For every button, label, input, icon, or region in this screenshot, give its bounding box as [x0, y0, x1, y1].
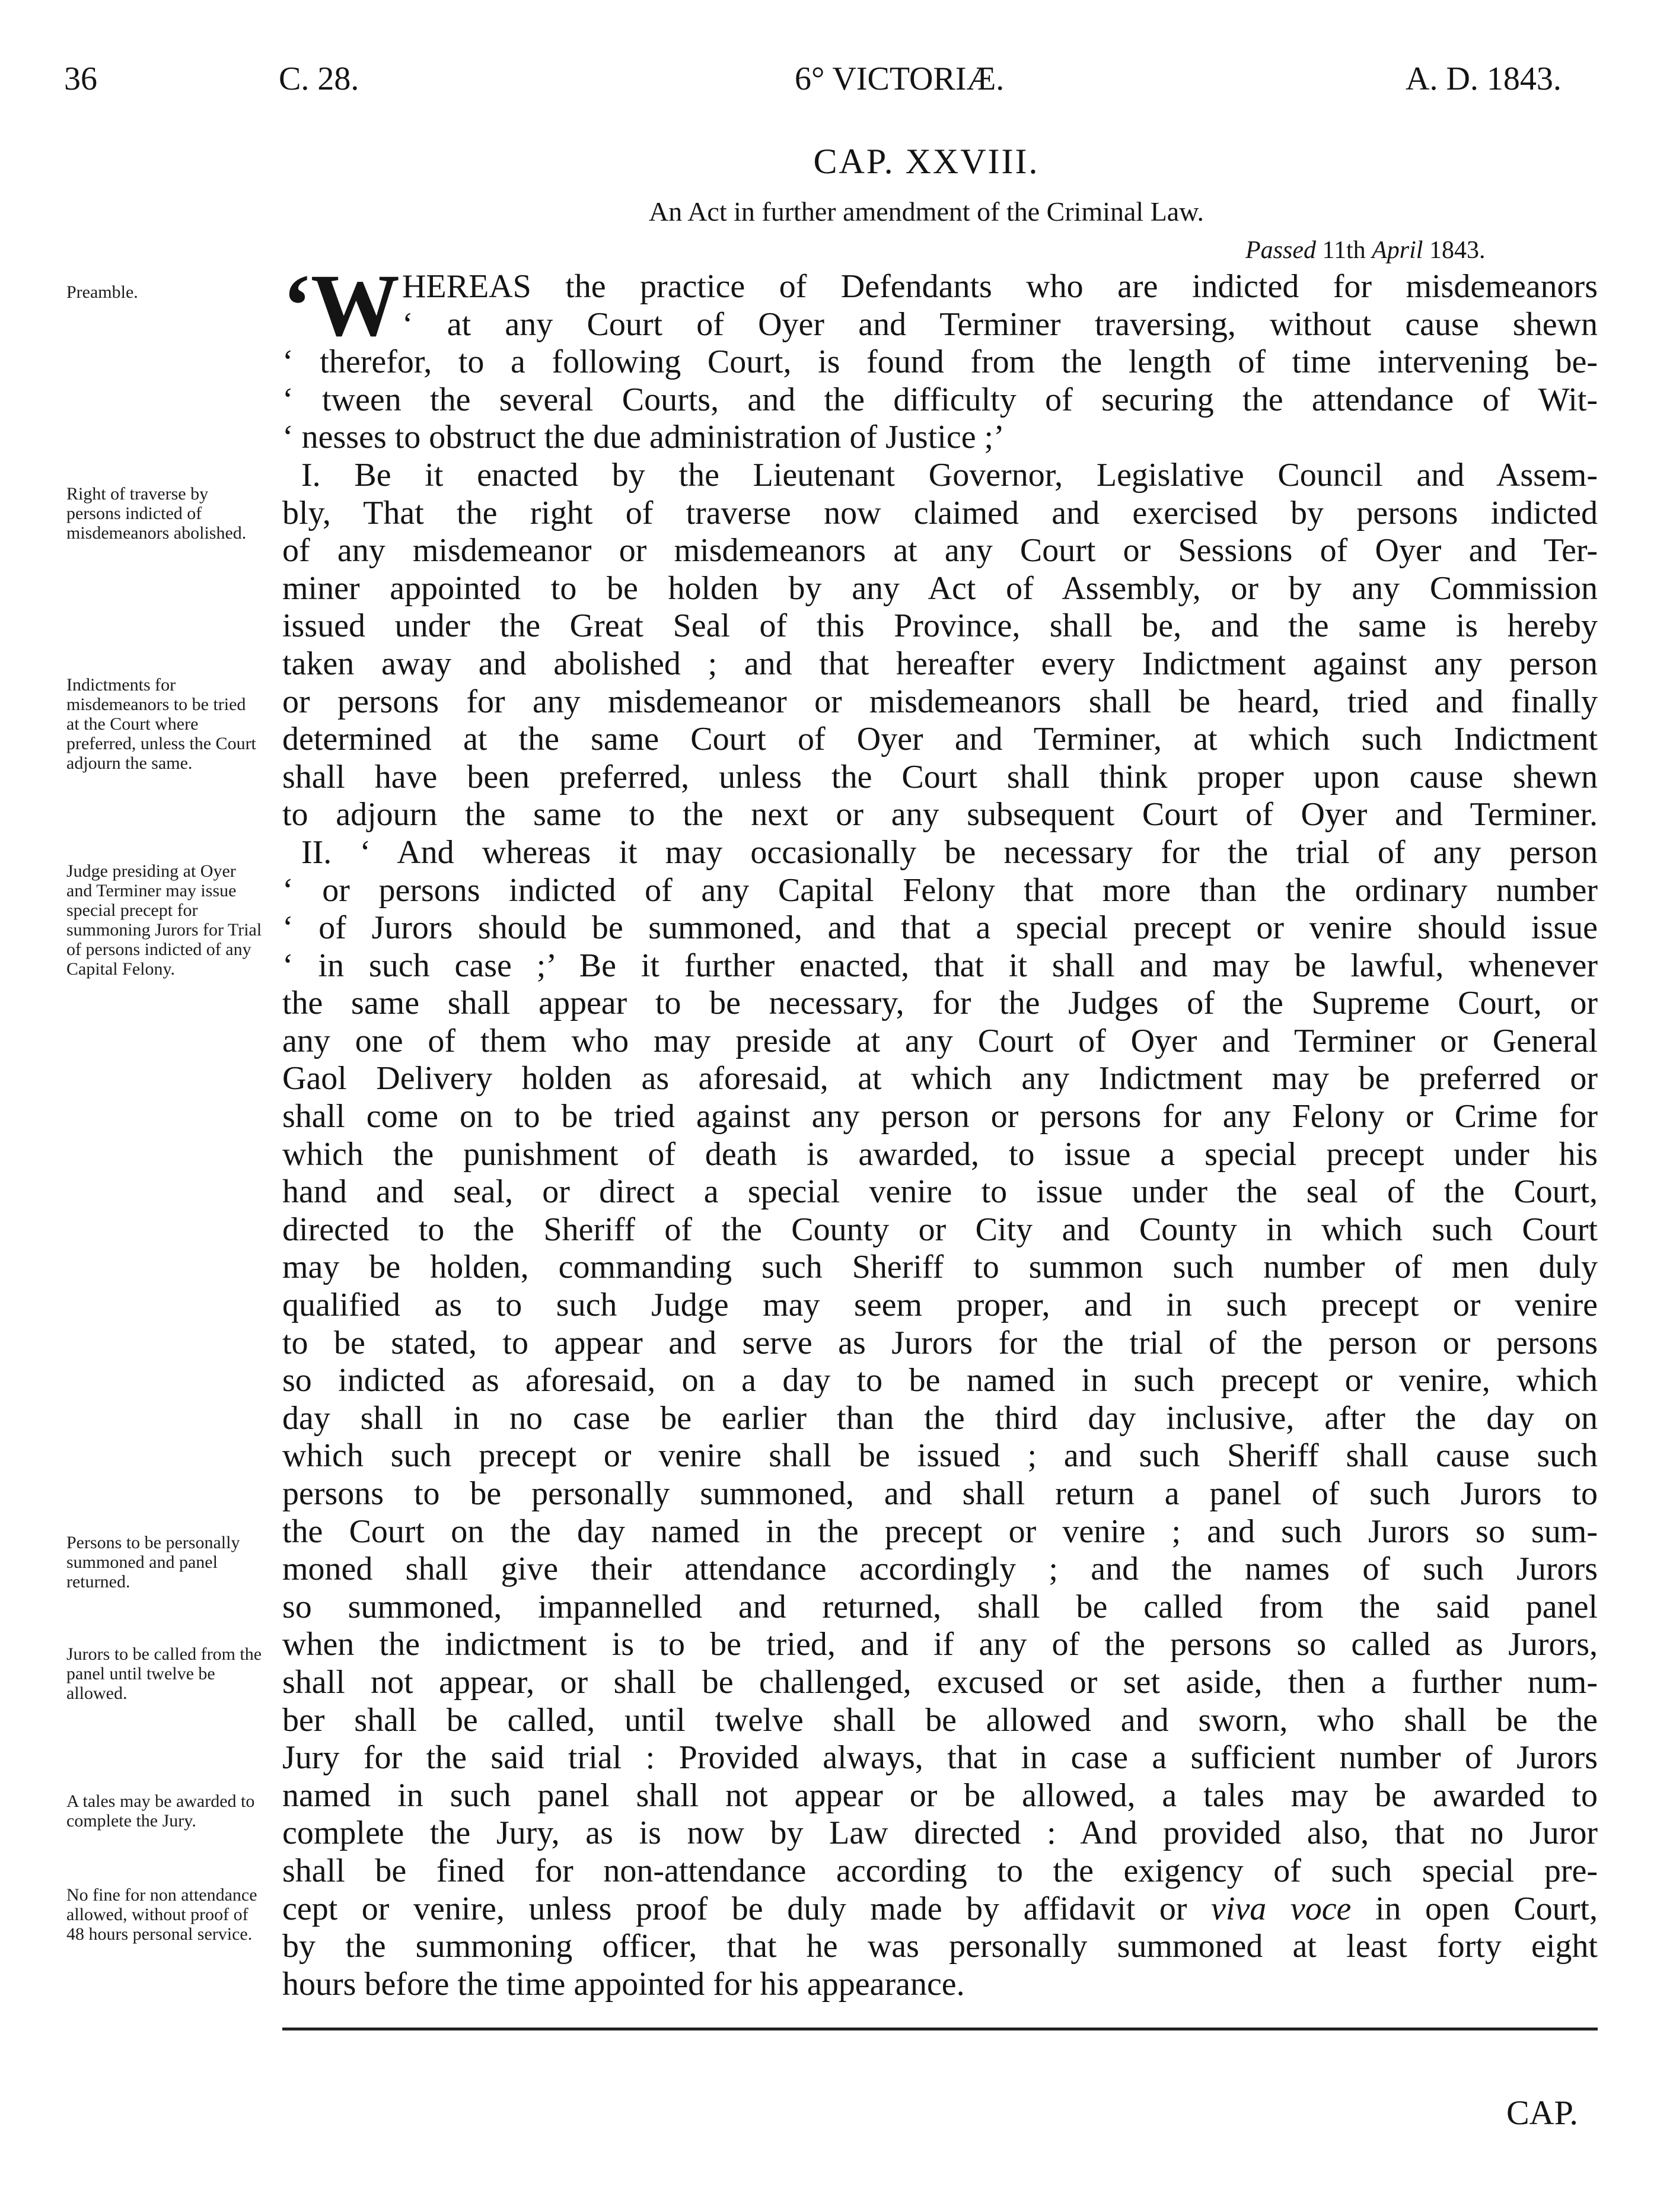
section-2-line: directed to the Sheriff of the County or City and County in which such Court [282, 1211, 1598, 1248]
section-1-line: shall have been preferred, unless the Court shall think proper upon cause shewn [282, 758, 1598, 795]
act-title: An Act in further amendment of the Criminal Law. [649, 196, 1204, 227]
section-1-line: bly, That the right of traverse now claimed and exercised by persons indicted [282, 494, 1598, 531]
chapter-number: C. 28. [279, 61, 359, 97]
section-2-line: hand and seal, or direct a special venire to issue under the seal of the Court, [282, 1173, 1598, 1211]
section-2-line: ‘ in such case ;’ Be it further enacted, that it shall and may be lawful, whenever [282, 947, 1598, 984]
margin-note-preamble: Preamble. [66, 282, 138, 302]
section-2-line: which the punishment of death is awarded, to issue a special precept under his [282, 1135, 1598, 1173]
section-2-line: which such precept or venire shall be issued ; and such Sheriff shall cause such [282, 1437, 1598, 1475]
passed-date [1245, 236, 1485, 265]
line-text-before: cept or venire, unless proof be duly made by affidavit or [282, 1890, 1212, 1927]
section-1-line: taken away and abolished ; and that hereafter every Indictment against any person [282, 645, 1598, 682]
passed-year: 1843. [1429, 237, 1486, 264]
section-1-line: or persons for any misdemeanor or misdemeanors shall be heard, tried and finally [282, 683, 1598, 720]
section-1-line: miner appointed to be holden by any Act of Assembly, or by any Commission [282, 569, 1598, 607]
catchword: CAP. [1506, 2093, 1578, 2132]
section-2-line: shall not appear, or shall be challenged, excused or set aside, then a further num- [282, 1663, 1598, 1701]
section-2-line: shall be fined for non-attendance according to the exigency of such special pre- [282, 1852, 1598, 1889]
page-number: 36 [64, 61, 97, 97]
section-2-line: ‘ or persons indicted of any Capital Felony that more than the ordinary number [282, 871, 1598, 909]
regnal-year: 6° VICTORIÆ. [795, 61, 1005, 97]
section-1 [282, 457, 1598, 834]
preamble-line: ‘ at any Court of Oyer and Terminer traversing, without cause shewn [401, 305, 1598, 343]
section-2-line: when the indictment is to be tried, and if any of the persons so called as Jurors, [282, 1626, 1598, 1663]
margin-note-personally-summoned: Persons to be personally summoned and panel returned. [66, 1533, 240, 1592]
margin-note-special-precept: Judge presiding at Oyer and Terminer may issue special precept for summoning Jurors for Trial of persons indicted of any Capital Felony. [66, 861, 262, 979]
passed-prefix: Passed [1245, 237, 1316, 264]
section-1-line: I. Be it enacted by the Lieutenant Governor, Legislative Council and Assem- [301, 456, 1598, 494]
passed-day: 11th [1322, 237, 1366, 264]
cap-title: CAP. XXVIII. [813, 142, 1040, 181]
section-2-line: persons to be personally summoned, and shall return a panel of such Jurors to [282, 1475, 1598, 1512]
margin-note-jurors-called: Jurors to be called from the panel until twelve be allowed. [66, 1644, 262, 1703]
section-2-line: may be holden, commanding such Sheriff to summon such number of men duly [282, 1249, 1598, 1286]
section-2-line: II. ‘ And whereas it may occasionally be necessary for the trial of any person [301, 833, 1598, 871]
preamble-line: ‘ therefor, to a following Court, is found from the length of time intervening be- [282, 343, 1598, 381]
section-2-line: to be stated, to appear and serve as Jurors for the trial of the person or persons [282, 1324, 1598, 1361]
drop-cap-letter: W [310, 256, 399, 355]
section-2-line: day shall in no case be earlier than the third day inclusive, after the day on [282, 1399, 1598, 1437]
section-2-line: ber shall be called, until twelve shall be allowed and sworn, who shall be the [282, 1701, 1598, 1739]
section-2-line: so summoned, impannelled and returned, shall be called from the said panel [282, 1588, 1598, 1625]
section-2-line: Jury for the said trial : Provided always, that in case a sufficient number of Jurors [282, 1739, 1598, 1777]
drop-cap [282, 256, 399, 355]
drop-cap-quote: ‘ [282, 256, 311, 355]
line-text-after: in open Court, [1351, 1890, 1598, 1927]
closing-rule [282, 2028, 1598, 2030]
section-2-line: ‘ of Jurors should be summoned, and that a special precept or venire should issue [282, 909, 1598, 947]
section-2-line: shall come on to be tried against any person or persons for any Felony or Crime for [282, 1098, 1598, 1135]
section-2-line: by the summoning officer, that he was personally summoned at least forty eight [282, 1928, 1598, 1965]
section-2 [282, 834, 1598, 2003]
section-1-line: to adjourn the same to the next or any subsequent Court of Oyer and Terminer. [282, 796, 1598, 833]
section-2-line: moned shall give their attendance accordingly ; and the names of such Jurors [282, 1551, 1598, 1588]
preamble-line: ‘ nesses to obstruct the due administration of Justice ;’ [282, 419, 1005, 456]
section-2-line: hours before the time appointed for his appearance. [282, 1965, 965, 2003]
anno-domini: A. D. 1843. [1406, 61, 1562, 97]
preamble-paragraph [282, 256, 1598, 457]
section-2-line: complete the Jury, as is now by Law directed : And provided also, that no Juror [282, 1815, 1598, 1852]
margin-note-traverse-abolished: Right of traverse by persons indicted of misdemeanors abolished. [66, 484, 247, 543]
section-1-line: determined at the same Court of Oyer and Terminer, at which such Indictment [282, 721, 1598, 758]
section-2-line-viva-voce [282, 1890, 1598, 1928]
section-1-line: issued under the Great Seal of this Province, shall be, and the same is hereby [282, 607, 1598, 645]
section-2-line: the same shall appear to be necessary, for the Judges of the Supreme Court, or [282, 985, 1598, 1022]
section-2-line: qualified as to such Judge may seem proper, and in such precept or venire [282, 1287, 1598, 1324]
section-2-line: the Court on the day named in the precept or venire ; and such Jurors so sum- [282, 1513, 1598, 1550]
margin-note-no-fine: No fine for non attendance allowed, without proof of 48 hours personal service. [66, 1885, 257, 1944]
section-2-line: so indicted as aforesaid, on a day to be named in such precept or venire, which [282, 1362, 1598, 1399]
viva-voce-italic: viva voce [1211, 1890, 1352, 1927]
preamble-line: ‘ tween the several Courts, and the difficulty of securing the attendance of Wit- [282, 381, 1598, 418]
section-1-line: of any misdemeanor or misdemeanors at any Court or Sessions of Oyer and Ter- [282, 532, 1598, 569]
act-body [282, 256, 1598, 2003]
section-2-line: Gaol Delivery holden as aforesaid, at which any Indictment may be preferred or [282, 1060, 1598, 1097]
section-2-line: any one of them who may preside at any Court of Oyer and Terminer or General [282, 1022, 1598, 1059]
passed-month: April [1372, 237, 1423, 264]
margin-note-tales: A tales may be awarded to complete the Jury. [66, 1791, 255, 1831]
section-2-line: named in such panel shall not appear or be allowed, a tales may be awarded to [282, 1777, 1598, 1814]
preamble-line: HEREAS the practice of Defendants who are indicted for misdemeanors [401, 268, 1598, 305]
margin-note-indictments-tried: Indictments for misdemeanors to be tried at the Court where preferred, unless the Court adjourn the same. [66, 675, 256, 773]
